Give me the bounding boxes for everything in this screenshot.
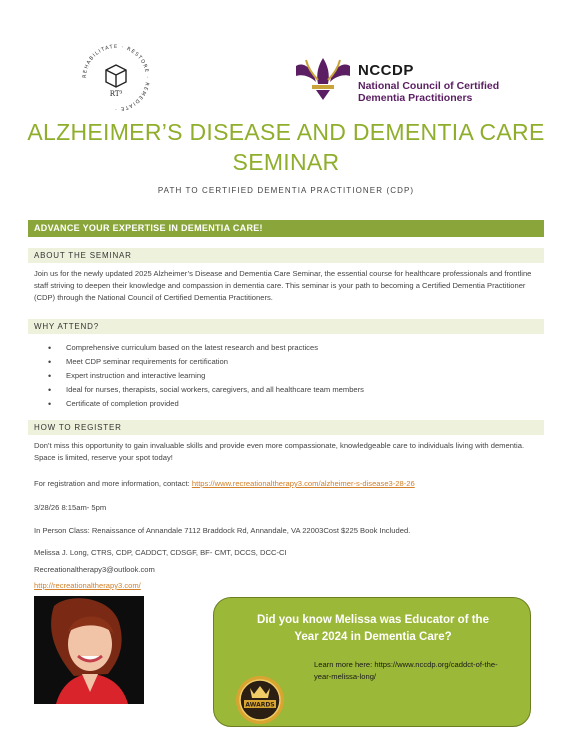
list-item: • Meet CDP seminar requirements for certification bbox=[48, 355, 364, 369]
page-title: ALZHEIMER’S DISEASE AND DEMENTIA CARE SEMINAR bbox=[27, 119, 545, 175]
list-item: • Certificate of completion provided bbox=[48, 397, 364, 411]
class-location: In Person Class: Renaissance of Annandale 7112 Braddock Rd, Annandale, VA 22003Cost $225 Book Included. bbox=[34, 526, 411, 535]
section-heading-why: WHY ATTEND? bbox=[28, 319, 544, 334]
why-attend-list bbox=[48, 341, 364, 411]
rt-logo bbox=[76, 38, 156, 118]
badge-text: AWARDS bbox=[245, 701, 275, 709]
contact-line bbox=[34, 479, 415, 488]
list-item: • Ideal for nurses, therapists, social workers, caregivers, and all healthcare team members bbox=[48, 383, 364, 397]
expertise-banner: ADVANCE YOUR EXPERTISE IN DEMENTIA CARE! bbox=[28, 220, 544, 237]
nccdp-logo bbox=[292, 52, 532, 112]
section-heading-about: ABOUT THE SEMINAR bbox=[28, 248, 544, 263]
nccdp-full-name: National Council of Certified Dementia Practitioners bbox=[358, 80, 500, 104]
fleur-icon bbox=[292, 52, 354, 102]
callout-heading: Did you know Melissa was Educator of the Year 2024 in Dementia Care? bbox=[257, 614, 489, 643]
list-item: • Expert instruction and interactive learning bbox=[48, 369, 364, 383]
instructor-photo bbox=[34, 596, 144, 704]
section-heading-register: HOW TO REGISTER bbox=[28, 420, 544, 435]
list-item: • Comprehensive curriculum based on the latest research and best practices bbox=[48, 341, 364, 355]
class-date: 3/28/26 8:15am- 5pm bbox=[34, 503, 107, 512]
instructor-name: Melissa J. Long, CTRS, CDP, CADDCT, CDSGF, BF- CMT, DCCS, DCC-CI bbox=[34, 548, 287, 557]
nccdp-name: NCCDP bbox=[358, 62, 414, 79]
contact-prefix: For registration and more information, contact: bbox=[34, 479, 192, 488]
website-link[interactable]: http://recreationaltherapy3.com/ bbox=[34, 581, 141, 590]
contact-email: Recreationaltherapy3@outlook.com bbox=[34, 565, 155, 574]
learn-more-text[interactable]: Learn more here: https://www.nccdp.org/caddct-of-the-year-melissa-long/ bbox=[314, 660, 498, 681]
register-text: Don’t miss this opportunity to gain invaluable skills and provide even more compassionate, knowledgeable care to individuals living with dementia. Space is limited, reserve your spot today! bbox=[34, 441, 525, 462]
website-line bbox=[34, 581, 141, 590]
rt-mark: RT³ bbox=[109, 90, 123, 98]
award-badge-icon bbox=[232, 670, 288, 726]
about-text: Join us for the newly updated 2025 Alzheimer’s Disease and Dementia Care Seminar, the essential course for healthcare professionals and frontline staff striving to deepen their knowledge and compassion in dementia care. This seminar is your path to becoming a Certified Dementia Practitioner (CDP) through the National Council of Certified Dementia Practitioners. bbox=[34, 269, 532, 302]
rt-ring-text: REHABILITATE · RESTORE · REMEDIATE · bbox=[81, 43, 151, 113]
registration-link[interactable]: https://www.recreationaltherapy3.com/alzheimer-s-disease3-28-26 bbox=[191, 479, 415, 488]
page-subtitle: PATH TO CERTIFIED DEMENTIA PRACTITIONER (CDP) bbox=[157, 186, 415, 195]
cube-icon bbox=[106, 65, 126, 87]
educator-callout bbox=[213, 597, 531, 727]
